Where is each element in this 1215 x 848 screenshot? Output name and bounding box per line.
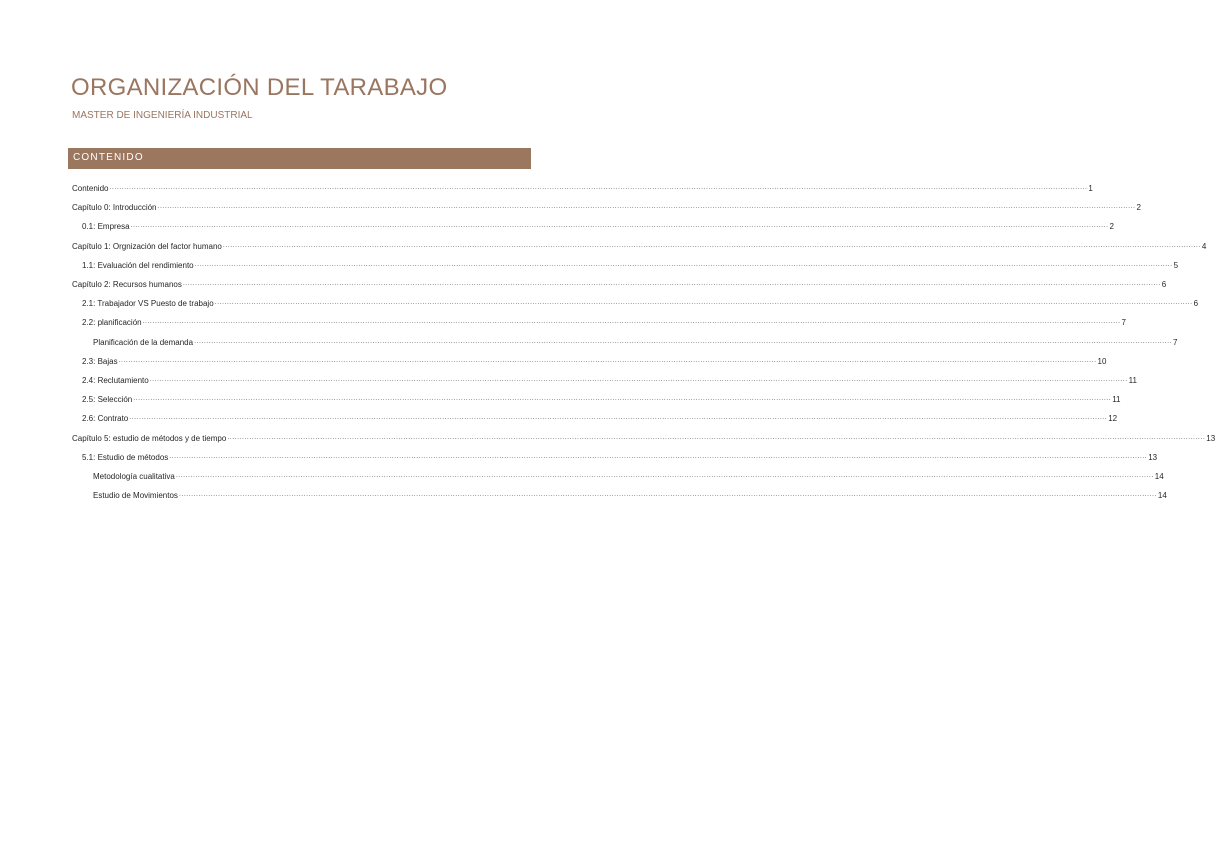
toc-entry[interactable] [82, 411, 1118, 424]
toc-entry[interactable] [93, 488, 1167, 501]
document-title: ORGANIZACIÓN DEL TARABAJO [71, 74, 448, 101]
section-heading-band [68, 148, 531, 169]
section-heading: CONTENIDO [73, 152, 144, 163]
toc-entry[interactable] [93, 469, 1164, 481]
toc-leader-dots: ................................................................................................................................................................................................................................................................................................................................................................................................................ [130, 222, 1109, 230]
toc-entry-page-number: 10 [1097, 356, 1107, 366]
document-subtitle: MASTER DE INGENIERÍA INDUSTRIAL [72, 110, 253, 121]
toc-entry-title: 2.5: Selección [82, 395, 133, 405]
toc-entry[interactable] [82, 219, 1114, 232]
toc-leader-dots: ................................................................................................................................................................................................................................................................................................................................................................................................................ [142, 318, 1121, 326]
toc-entry[interactable] [82, 258, 1179, 270]
toc-entry-page-number: 7 [1121, 318, 1126, 328]
toc-entry-title: 2.2: planificación [82, 318, 142, 328]
toc-leader-dots: ................................................................................................................................................................................................................................................................................................................................................................................................................ [109, 184, 1088, 191]
toc-entry-title: Estudio de Movimientos [93, 491, 178, 501]
toc-entry-page-number: 7 [1173, 337, 1178, 347]
toc-leader-dots: ................................................................................................................................................................................................................................................................................................................................................................................................................ [118, 356, 1097, 364]
toc-leader-dots: ................................................................................................................................................................................................................................................................................................................................................................................................................ [182, 280, 1161, 287]
toc-entry[interactable] [93, 335, 1178, 347]
toc-leader-dots: ................................................................................................................................................................................................................................................................................................................................................................................................................ [214, 299, 1193, 307]
toc-entry-title: 2.6: Contrato [82, 414, 129, 424]
toc-entry[interactable] [72, 239, 1207, 251]
toc-leader-dots: ................................................................................................................................................................................................................................................................................................................................................................................................................ [194, 260, 1173, 268]
toc-entry-title: 2.4: Reclutamiento [82, 376, 149, 385]
toc-entry-title: 1.1: Evaluación del rendimiento [82, 260, 194, 270]
toc-entry[interactable] [82, 315, 1126, 328]
toc-entry-page-number: 11 [1112, 395, 1121, 405]
toc-entry-page-number: 13 [1206, 433, 1215, 443]
toc-entry-page-number: 6 [1193, 299, 1199, 309]
toc-entry-page-number: 11 [1128, 376, 1137, 385]
toc-leader-dots: ................................................................................................................................................................................................................................................................................................................................................................................................................ [194, 337, 1173, 345]
toc-entry-page-number: 14 [1157, 491, 1167, 501]
toc-entry-page-number: 2 [1136, 203, 1141, 213]
toc-entry-page-number: 4 [1201, 241, 1207, 251]
toc-entry-title: 2.1: Trabajador VS Puesto de trabajo [82, 299, 214, 309]
toc-entry-page-number: 6 [1161, 280, 1167, 289]
toc-entry-page-number: 12 [1108, 414, 1118, 424]
toc-entry-title: Metodología cualitativa [93, 472, 175, 481]
toc-leader-dots: ................................................................................................................................................................................................................................................................................................................................................................................................................ [175, 472, 1154, 479]
toc-leader-dots: ................................................................................................................................................................................................................................................................................................................................................................................................................ [157, 203, 1136, 211]
toc-entry-page-number: 1 [1088, 184, 1093, 193]
toc-leader-dots: ................................................................................................................................................................................................................................................................................................................................................................................................................ [133, 395, 1112, 403]
toc-entry-title: Capítulo 1: Orgnización del factor humano [72, 241, 222, 251]
toc-entry[interactable] [82, 296, 1199, 309]
toc-entry[interactable] [72, 277, 1167, 289]
toc-entry[interactable] [82, 392, 1121, 405]
toc-entry-page-number: 13 [1148, 452, 1158, 462]
toc-leader-dots: ................................................................................................................................................................................................................................................................................................................................................................................................................ [149, 376, 1128, 383]
toc-entry-page-number: 2 [1109, 222, 1114, 232]
toc-entry-title: Capítulo 2: Recursos humanos [72, 280, 182, 289]
toc-leader-dots: ................................................................................................................................................................................................................................................................................................................................................................................................................ [222, 241, 1201, 249]
toc-entry-title: Contenido [72, 184, 109, 193]
toc-entry-title: Planificación de la demanda [93, 337, 194, 347]
toc-leader-dots: ................................................................................................................................................................................................................................................................................................................................................................................................................ [169, 452, 1148, 460]
toc-entry-page-number: 14 [1154, 472, 1164, 481]
toc-entry-page-number: 5 [1173, 260, 1179, 270]
toc-entry-title: Capítulo 0: Introducción [72, 203, 157, 213]
toc-entry-title: 5.1: Estudio de métodos [82, 452, 169, 462]
toc-entry-title: Capítulo 5: estudio de métodos y de tiempo [72, 433, 227, 443]
toc-leader-dots: ................................................................................................................................................................................................................................................................................................................................................................................................................ [129, 414, 1108, 422]
toc-leader-dots: ................................................................................................................................................................................................................................................................................................................................................................................................................ [227, 433, 1206, 441]
toc-entry[interactable] [82, 373, 1137, 385]
toc-entry-title: 0.1: Empresa [82, 222, 130, 232]
toc-leader-dots: ................................................................................................................................................................................................................................................................................................................................................................................................................ [178, 491, 1157, 499]
toc-entry[interactable] [82, 354, 1107, 366]
toc-entry-title: 2.3: Bajas [82, 356, 118, 366]
toc-entry[interactable] [72, 200, 1141, 213]
toc-entry[interactable] [72, 181, 1093, 193]
toc-entry[interactable] [72, 431, 1215, 443]
toc-entry[interactable] [82, 450, 1158, 462]
